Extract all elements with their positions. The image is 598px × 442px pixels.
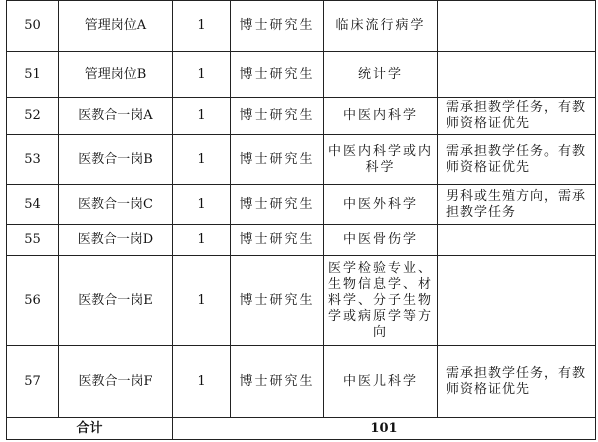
education: 博士研究生	[231, 185, 324, 225]
note: 男科或生殖方向，需承担教学任务	[438, 185, 596, 225]
education: 博士研究生	[231, 52, 324, 98]
row-number: 54	[7, 185, 59, 225]
total-value: 101	[173, 418, 596, 440]
major: 中医内科学或内科学	[324, 135, 438, 185]
education: 博士研究生	[231, 225, 324, 256]
row-number: 50	[7, 1, 59, 52]
headcount: 1	[173, 98, 231, 135]
post-name: 管理岗位B	[59, 52, 173, 98]
table-row	[7, 1, 596, 52]
table-row	[7, 225, 596, 256]
major: 统计学	[324, 52, 438, 98]
major: 中医骨伤学	[324, 225, 438, 256]
row-number: 56	[7, 256, 59, 346]
table-row	[7, 256, 596, 346]
note	[438, 52, 596, 98]
note	[438, 1, 596, 52]
row-number: 51	[7, 52, 59, 98]
table-row	[7, 98, 596, 135]
headcount: 1	[173, 256, 231, 346]
table-row	[7, 346, 596, 418]
post-name: 医教合一岗A	[59, 98, 173, 135]
major: 中医儿科学	[324, 346, 438, 418]
major: 中医内科学	[324, 98, 438, 135]
post-name: 医教合一岗D	[59, 225, 173, 256]
headcount: 1	[173, 185, 231, 225]
table-row	[7, 135, 596, 185]
post-name: 医教合一岗F	[59, 346, 173, 418]
headcount: 1	[173, 225, 231, 256]
row-number: 52	[7, 98, 59, 135]
education: 博士研究生	[231, 256, 324, 346]
post-name: 医教合一岗C	[59, 185, 173, 225]
recruitment-table	[6, 0, 596, 440]
row-number: 57	[7, 346, 59, 418]
education: 博士研究生	[231, 346, 324, 418]
headcount: 1	[173, 1, 231, 52]
post-name: 医教合一岗B	[59, 135, 173, 185]
post-name: 医教合一岗E	[59, 256, 173, 346]
education: 博士研究生	[231, 98, 324, 135]
table-row	[7, 52, 596, 98]
total-label: 合计	[7, 418, 173, 440]
major: 中医外科学	[324, 185, 438, 225]
note: 需承担教学任务，有教师资格证优先	[438, 346, 596, 418]
note	[438, 256, 596, 346]
post-name: 管理岗位A	[59, 1, 173, 52]
total-row	[7, 418, 596, 440]
major: 医学检验专业、生物信息学、材料学、分子生物学或病原学等方向	[324, 256, 438, 346]
headcount: 1	[173, 52, 231, 98]
note: 需承担教学任务。有教师资格证优先	[438, 135, 596, 185]
headcount: 1	[173, 135, 231, 185]
table-row	[7, 185, 596, 225]
headcount: 1	[173, 346, 231, 418]
education: 博士研究生	[231, 135, 324, 185]
row-number: 55	[7, 225, 59, 256]
major: 临床流行病学	[324, 1, 438, 52]
education: 博士研究生	[231, 1, 324, 52]
note: 需承担教学任务，有教师资格证优先	[438, 98, 596, 135]
row-number: 53	[7, 135, 59, 185]
note	[438, 225, 596, 256]
